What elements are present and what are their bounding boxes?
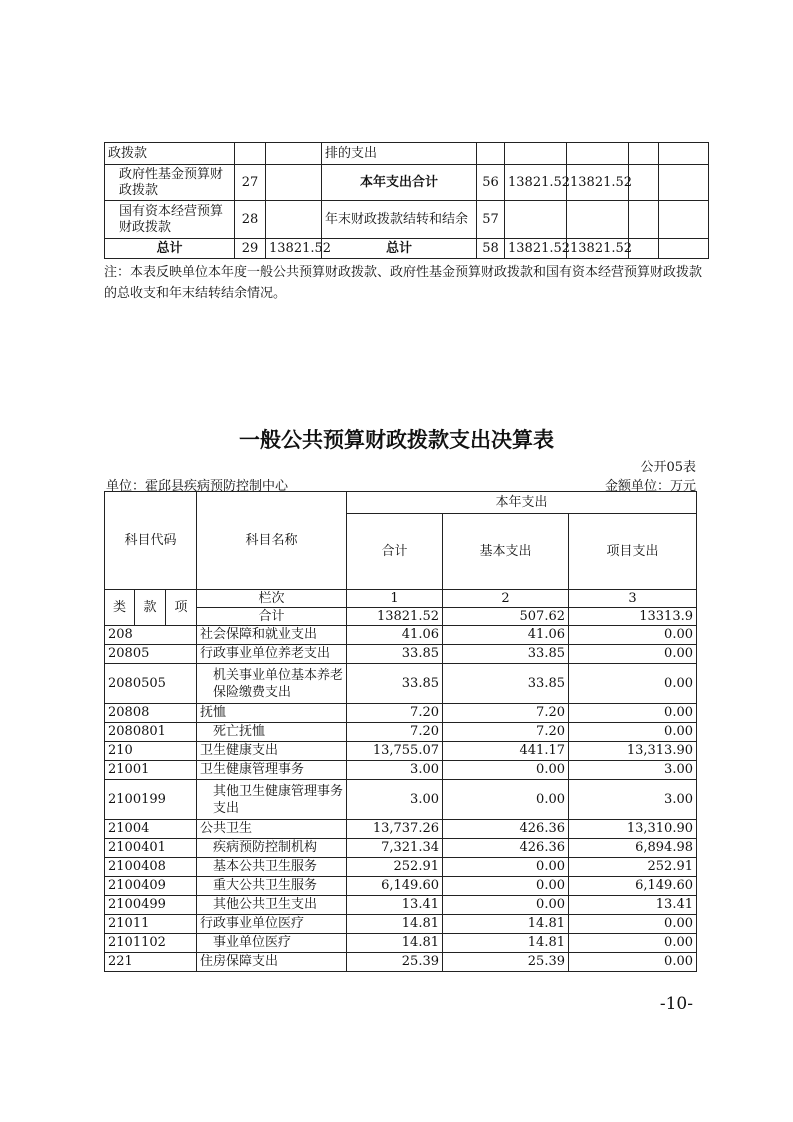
row-project: 0.00 bbox=[569, 953, 697, 972]
table-row bbox=[105, 723, 697, 742]
row-basic: 0.00 bbox=[443, 896, 569, 915]
row-name: 卫生健康支出 bbox=[197, 742, 347, 761]
row-v3 bbox=[629, 201, 659, 239]
row-total: 14.81 bbox=[347, 915, 443, 934]
row-total: 13,737.26 bbox=[347, 820, 443, 839]
header-row bbox=[105, 492, 697, 514]
row-basic: 14.81 bbox=[443, 934, 569, 953]
row-label2: 总计 bbox=[322, 239, 477, 259]
row-name: 抚恤 bbox=[197, 704, 347, 723]
row-project: 0.00 bbox=[569, 664, 697, 704]
row-name: 公共卫生 bbox=[197, 820, 347, 839]
row-project: 3.00 bbox=[569, 780, 697, 820]
row-project: 3.00 bbox=[569, 761, 697, 780]
row-project: 0.00 bbox=[569, 645, 697, 664]
total-label: 合计 bbox=[197, 608, 347, 626]
row-no bbox=[235, 143, 266, 165]
table-row bbox=[105, 780, 697, 820]
row-name: 事业单位医疗 bbox=[197, 934, 347, 953]
row-no: 28 bbox=[235, 201, 266, 239]
header-c2: 2 bbox=[443, 590, 569, 608]
row-v1: 13821.52 bbox=[505, 239, 567, 259]
row-basic: 7.20 bbox=[443, 704, 569, 723]
row-code: 2080801 bbox=[105, 723, 197, 742]
row-label2: 年末财政拨款结转和结余 bbox=[322, 201, 477, 239]
row-name: 行政事业单位医疗 bbox=[197, 915, 347, 934]
row-name: 其他公共卫生支出 bbox=[197, 896, 347, 915]
row-v3 bbox=[629, 239, 659, 259]
row-name: 死亡抚恤 bbox=[197, 723, 347, 742]
row-label: 总计 bbox=[105, 239, 235, 259]
header-basic: 基本支出 bbox=[443, 514, 569, 590]
row-basic: 426.36 bbox=[443, 820, 569, 839]
header-current-year: 本年支出 bbox=[347, 492, 697, 514]
row-amount bbox=[266, 143, 322, 165]
row-amount bbox=[266, 201, 322, 239]
row-project: 6,894.98 bbox=[569, 839, 697, 858]
row-v2 bbox=[567, 143, 629, 165]
row-code: 2101102 bbox=[105, 934, 197, 953]
row-code: 2100499 bbox=[105, 896, 197, 915]
row-v1: 13821.52 bbox=[505, 165, 567, 201]
row-total: 13,755.07 bbox=[347, 742, 443, 761]
row-total: 7.20 bbox=[347, 723, 443, 742]
row-label: 政拨款 bbox=[105, 143, 235, 165]
expenditure-table bbox=[104, 491, 697, 972]
row-basic: 0.00 bbox=[443, 761, 569, 780]
row-total: 6,149.60 bbox=[347, 877, 443, 896]
header-project: 项目支出 bbox=[569, 514, 697, 590]
table-row bbox=[105, 664, 697, 704]
row-project: 13,313.90 bbox=[569, 742, 697, 761]
row-code: 21011 bbox=[105, 915, 197, 934]
header-total: 合计 bbox=[347, 514, 443, 590]
row-name: 疾病预防控制机构 bbox=[197, 839, 347, 858]
table-row bbox=[105, 201, 709, 239]
row-basic: 14.81 bbox=[443, 915, 569, 934]
row-code: 2100408 bbox=[105, 858, 197, 877]
row-v4 bbox=[659, 201, 709, 239]
row-v3 bbox=[629, 143, 659, 165]
table-row bbox=[105, 645, 697, 664]
row-code: 210 bbox=[105, 742, 197, 761]
table-note: 注：本表反映单位本年度一般公共预算财政拨款、政府性基金预算财政拨款和国有资本经营预算财政拨款的总收支和年末结转结余情况。 bbox=[104, 265, 703, 301]
table-row bbox=[105, 742, 697, 761]
row-no2: 57 bbox=[477, 201, 505, 239]
row-code: 221 bbox=[105, 953, 197, 972]
row-v4 bbox=[659, 143, 709, 165]
table-row bbox=[105, 953, 697, 972]
unit-label: 单位：霍邱县疾病预防控制中心 bbox=[106, 479, 289, 494]
header-col-no: 栏次 bbox=[197, 590, 347, 608]
row-code: 20808 bbox=[105, 704, 197, 723]
row-total: 7,321.34 bbox=[347, 839, 443, 858]
row-total: 33.85 bbox=[347, 664, 443, 704]
row-project: 13,310.90 bbox=[569, 820, 697, 839]
row-v2: 13821.52 bbox=[567, 165, 629, 201]
row-total: 14.81 bbox=[347, 934, 443, 953]
total-basic: 507.62 bbox=[443, 608, 569, 626]
row-basic: 33.85 bbox=[443, 645, 569, 664]
header-subject-code: 科目代码 bbox=[105, 492, 197, 590]
row-total: 3.00 bbox=[347, 761, 443, 780]
table-row bbox=[105, 839, 697, 858]
header-xiang: 项 bbox=[166, 590, 197, 626]
row-total: 3.00 bbox=[347, 780, 443, 820]
row-project: 252.91 bbox=[569, 858, 697, 877]
row-code: 2100401 bbox=[105, 839, 197, 858]
row-project: 0.00 bbox=[569, 723, 697, 742]
row-label2: 排的支出 bbox=[322, 143, 477, 165]
row-no: 27 bbox=[235, 165, 266, 201]
row-name: 社会保障和就业支出 bbox=[197, 626, 347, 645]
table-row bbox=[105, 143, 709, 165]
row-v2: 13821.52 bbox=[567, 239, 629, 259]
table-row bbox=[105, 704, 697, 723]
row-basic: 0.00 bbox=[443, 858, 569, 877]
income-expense-table-continued bbox=[104, 142, 709, 259]
table-row bbox=[105, 896, 697, 915]
row-name: 基本公共卫生服务 bbox=[197, 858, 347, 877]
header-lei: 类 bbox=[105, 590, 135, 626]
row-project: 13.41 bbox=[569, 896, 697, 915]
table-row bbox=[105, 761, 697, 780]
row-basic: 41.06 bbox=[443, 626, 569, 645]
row-no2: 56 bbox=[477, 165, 505, 201]
row-v2 bbox=[567, 201, 629, 239]
row-no: 29 bbox=[235, 239, 266, 259]
row-basic: 25.39 bbox=[443, 953, 569, 972]
table-row bbox=[105, 626, 697, 645]
row-basic: 441.17 bbox=[443, 742, 569, 761]
row-label2: 本年支出合计 bbox=[322, 165, 477, 201]
row-code: 21001 bbox=[105, 761, 197, 780]
row-no2 bbox=[477, 143, 505, 165]
row-project: 0.00 bbox=[569, 626, 697, 645]
table-row bbox=[105, 877, 697, 896]
table-row bbox=[105, 915, 697, 934]
row-v4 bbox=[659, 239, 709, 259]
row-project: 6,149.60 bbox=[569, 877, 697, 896]
row-label: 国有资本经营预算财政拨款 bbox=[105, 201, 235, 239]
header-subject-name: 科目名称 bbox=[197, 492, 347, 590]
row-project: 0.00 bbox=[569, 915, 697, 934]
table-row bbox=[105, 934, 697, 953]
table-row bbox=[105, 858, 697, 877]
row-code: 21004 bbox=[105, 820, 197, 839]
row-code: 2080505 bbox=[105, 664, 197, 704]
row-total: 13.41 bbox=[347, 896, 443, 915]
row-v3 bbox=[629, 165, 659, 201]
row-name: 卫生健康管理事务 bbox=[197, 761, 347, 780]
row-total: 25.39 bbox=[347, 953, 443, 972]
table-row bbox=[105, 165, 709, 201]
row-label: 政府性基金预算财政拨款 bbox=[105, 165, 235, 201]
header-kuan: 款 bbox=[135, 590, 166, 626]
header-c3: 3 bbox=[569, 590, 697, 608]
row-code: 208 bbox=[105, 626, 197, 645]
row-name: 机关事业单位基本养老保险缴费支出 bbox=[197, 664, 347, 704]
header-row bbox=[105, 590, 697, 608]
row-name: 其他卫生健康管理事务支出 bbox=[197, 780, 347, 820]
row-amount: 13821.52 bbox=[266, 239, 322, 259]
row-name: 住房保障支出 bbox=[197, 953, 347, 972]
row-basic: 0.00 bbox=[443, 780, 569, 820]
row-code: 2100199 bbox=[105, 780, 197, 820]
row-name: 行政事业单位养老支出 bbox=[197, 645, 347, 664]
page-title: 一般公共预算财政拨款支出决算表 bbox=[239, 428, 554, 452]
row-basic: 7.20 bbox=[443, 723, 569, 742]
row-project: 0.00 bbox=[569, 704, 697, 723]
page-number: -10- bbox=[659, 994, 693, 1014]
form-code: 公开05表 bbox=[640, 460, 696, 475]
row-total: 41.06 bbox=[347, 626, 443, 645]
row-basic: 33.85 bbox=[443, 664, 569, 704]
table-row bbox=[105, 820, 697, 839]
table-row-total bbox=[105, 239, 709, 259]
header-c1: 1 bbox=[347, 590, 443, 608]
row-v1 bbox=[505, 143, 567, 165]
row-basic: 0.00 bbox=[443, 877, 569, 896]
row-code: 20805 bbox=[105, 645, 197, 664]
row-basic: 426.36 bbox=[443, 839, 569, 858]
amount-unit-label: 金额单位：万元 bbox=[604, 479, 696, 494]
row-total: 33.85 bbox=[347, 645, 443, 664]
row-name: 重大公共卫生服务 bbox=[197, 877, 347, 896]
row-code: 2100409 bbox=[105, 877, 197, 896]
row-v4 bbox=[659, 165, 709, 201]
total-amount: 13821.52 bbox=[347, 608, 443, 626]
row-amount bbox=[266, 165, 322, 201]
total-project: 13313.9 bbox=[569, 608, 697, 626]
row-v1 bbox=[505, 201, 567, 239]
row-no2: 58 bbox=[477, 239, 505, 259]
row-total: 7.20 bbox=[347, 704, 443, 723]
row-project: 0.00 bbox=[569, 934, 697, 953]
row-total: 252.91 bbox=[347, 858, 443, 877]
